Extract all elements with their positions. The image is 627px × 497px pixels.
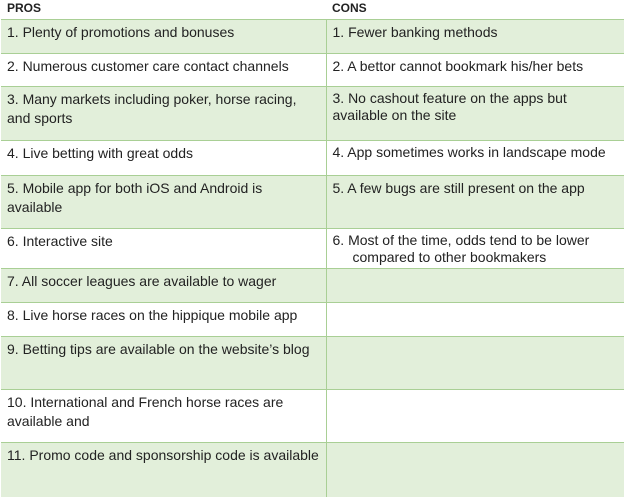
pros-header: PROS bbox=[1, 0, 326, 20]
pro-cell bbox=[1, 269, 326, 303]
table-row bbox=[1, 54, 624, 87]
con-cell bbox=[326, 87, 624, 141]
cons-header: CONS bbox=[326, 0, 624, 20]
pro-cell bbox=[1, 176, 326, 229]
con-cell bbox=[326, 141, 624, 176]
con-text: 3. No cashout feature on the apps but available on the site bbox=[332, 90, 567, 123]
con-cell bbox=[326, 54, 624, 87]
table-row bbox=[1, 269, 624, 303]
pro-text: 6. Interactive site bbox=[7, 233, 113, 249]
pro-cell bbox=[1, 54, 326, 87]
pro-text: 3. Many markets including poker, horse racing, and sports bbox=[7, 91, 297, 126]
pro-cell bbox=[1, 337, 326, 390]
con-cell bbox=[326, 229, 624, 269]
pro-cell bbox=[1, 20, 326, 54]
table-row bbox=[1, 141, 624, 176]
table-row bbox=[1, 20, 624, 54]
pro-text: 4. Live betting with great odds bbox=[7, 145, 194, 161]
pro-cell bbox=[1, 390, 326, 443]
table-row bbox=[1, 87, 624, 141]
table-row bbox=[1, 390, 624, 443]
con-cell bbox=[326, 443, 624, 497]
con-text: 4. App sometimes works in landscape mode bbox=[332, 144, 606, 160]
con-cell bbox=[326, 176, 624, 229]
pro-text: 8. Live horse races on the hippique mobile app bbox=[7, 307, 298, 323]
table-row bbox=[1, 176, 624, 229]
pro-text: 9. Betting tips are available on the website’s blog bbox=[7, 341, 310, 357]
pro-cell bbox=[1, 229, 326, 269]
table-row bbox=[1, 303, 624, 337]
con-text: 1. Fewer banking methods bbox=[332, 24, 498, 40]
pro-text: 11. Promo code and sponsorship code is available bbox=[7, 447, 319, 463]
pro-text: 1. Plenty of promotions and bonuses bbox=[7, 24, 235, 40]
pro-cell bbox=[1, 87, 326, 141]
table-row bbox=[1, 443, 624, 497]
pro-cell bbox=[1, 303, 326, 337]
table-row bbox=[1, 337, 624, 390]
con-cell bbox=[326, 20, 624, 54]
pro-text: 7. All soccer leagues are available to wager bbox=[7, 273, 277, 289]
con-text: 5. A few bugs are still present on the app bbox=[332, 180, 585, 196]
pro-text: 2. Numerous customer care contact channels bbox=[7, 58, 289, 74]
con-cell bbox=[326, 337, 624, 390]
con-cell bbox=[326, 303, 624, 337]
con-text: 2. A bettor cannot bookmark his/her bets bbox=[332, 58, 584, 74]
pro-cell bbox=[1, 141, 326, 176]
pro-cell bbox=[1, 443, 326, 497]
pro-text: 10. International and French horse races are available and bbox=[7, 394, 284, 429]
con-cell bbox=[326, 269, 624, 303]
con-text: 6. Most of the time, odds tend to be lower compared to other bookmakers bbox=[332, 232, 590, 265]
table-row bbox=[1, 229, 624, 269]
pros-cons-table bbox=[1, 0, 624, 497]
con-cell bbox=[326, 390, 624, 443]
pro-text: 5. Mobile app for both iOS and Android is available bbox=[7, 180, 263, 215]
header-row bbox=[1, 0, 624, 20]
